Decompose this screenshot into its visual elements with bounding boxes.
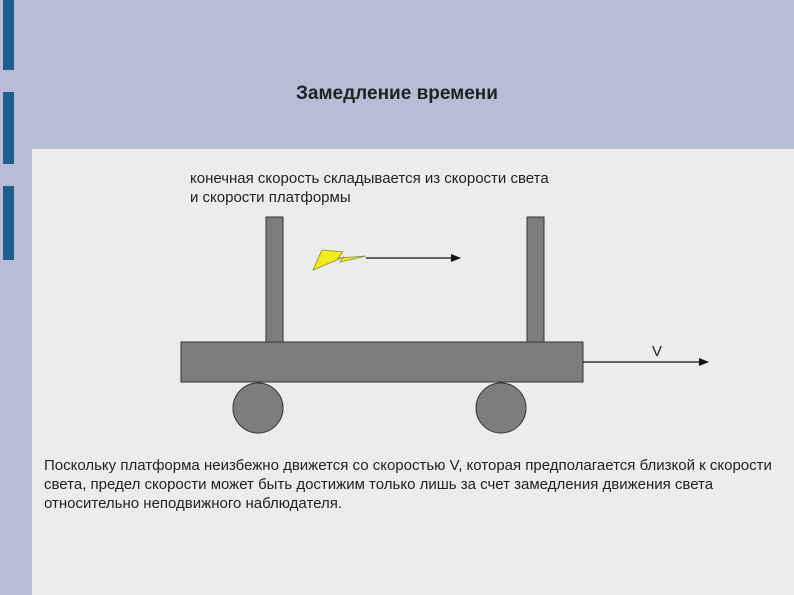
- right-wheel: [476, 383, 526, 433]
- velocity-label: V: [652, 343, 663, 360]
- caption-line-2: и скорости платформы: [190, 189, 351, 206]
- right-post: [527, 217, 544, 342]
- left-post: [266, 217, 283, 342]
- slide-title: Замедление времени: [296, 83, 498, 104]
- left-wheel: [233, 383, 283, 433]
- lightning-icon: [313, 250, 366, 270]
- platform-base: [181, 342, 583, 382]
- caption-line-1: конечная скорость складывается из скорости света: [190, 170, 549, 187]
- explanation-paragraph: Поскольку платформа неизбежно движется со скоростью V, которая предполагается близкой к скорости света, предел скорости может быть достижим только лишь за счет замедления движения света относительно неподвижного наблюдателя.: [44, 457, 772, 512]
